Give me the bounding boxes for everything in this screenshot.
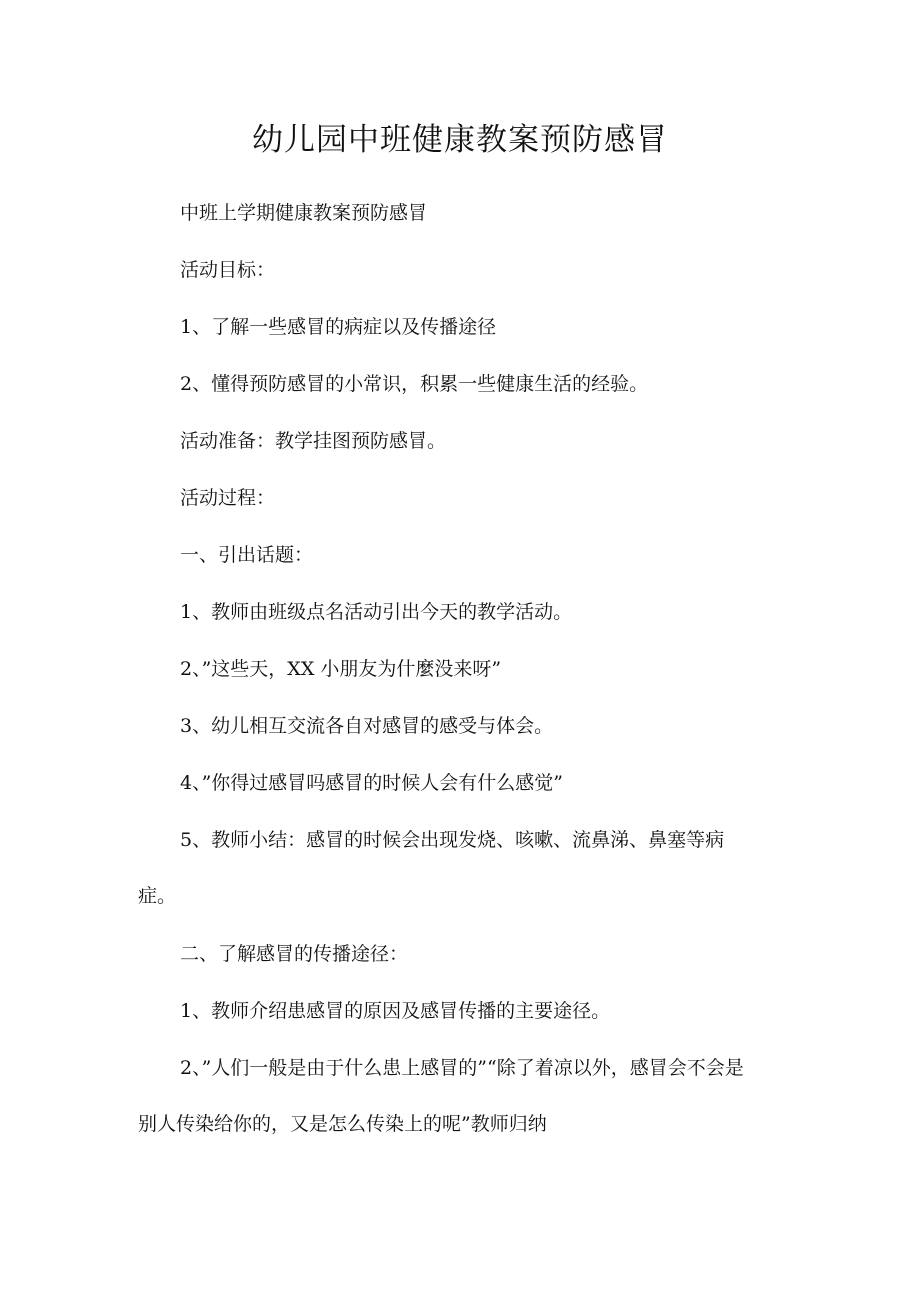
transmission-step-2: 2、”人们一般是由于什么患上感冒的”“除了着凉以外，感冒会不会是别人传染给你的，又是怎么传染上的呢”教师归纳	[138, 1057, 744, 1135]
page-title: 幼儿园中班健康教案预防感冒	[252, 122, 668, 158]
process-step-2: 2、”这些天，XX 小朋友为什麼没来呀”	[180, 658, 502, 680]
activity-preparation: 活动准备：教学挂图预防感冒。	[180, 430, 447, 452]
activity-goals-heading: 活动目标：	[180, 259, 276, 281]
process-step-1: 1、教师由班级点名活动引出今天的教学活动。	[180, 601, 573, 623]
goal-item-2: 2、懂得预防感冒的小常识，积累一些健康生活的经验。	[180, 373, 649, 395]
process-step-3: 3、幼儿相互交流各自对感冒的感受与体会。	[180, 715, 554, 737]
process-step-5: 5、教师小结：感冒的时候会出现发烧、咳嗽、流鼻涕、鼻塞等病症。	[138, 829, 725, 907]
section-heading-introduce-topic: 一、引出话题：	[180, 544, 314, 566]
goal-item-1: 1、了解一些感冒的病症以及传播途径	[180, 316, 497, 338]
section-heading-transmission: 二、了解感冒的传播途径：	[180, 943, 409, 965]
activity-process-heading: 活动过程：	[180, 487, 276, 509]
transmission-step-1: 1、教师介绍患感冒的原因及感冒传播的主要途径。	[180, 1000, 611, 1022]
subtitle-paragraph: 中班上学期健康教案预防感冒	[180, 202, 428, 224]
process-step-4: 4、”你得过感冒吗感冒的时候人会有什么感觉”	[180, 772, 564, 794]
